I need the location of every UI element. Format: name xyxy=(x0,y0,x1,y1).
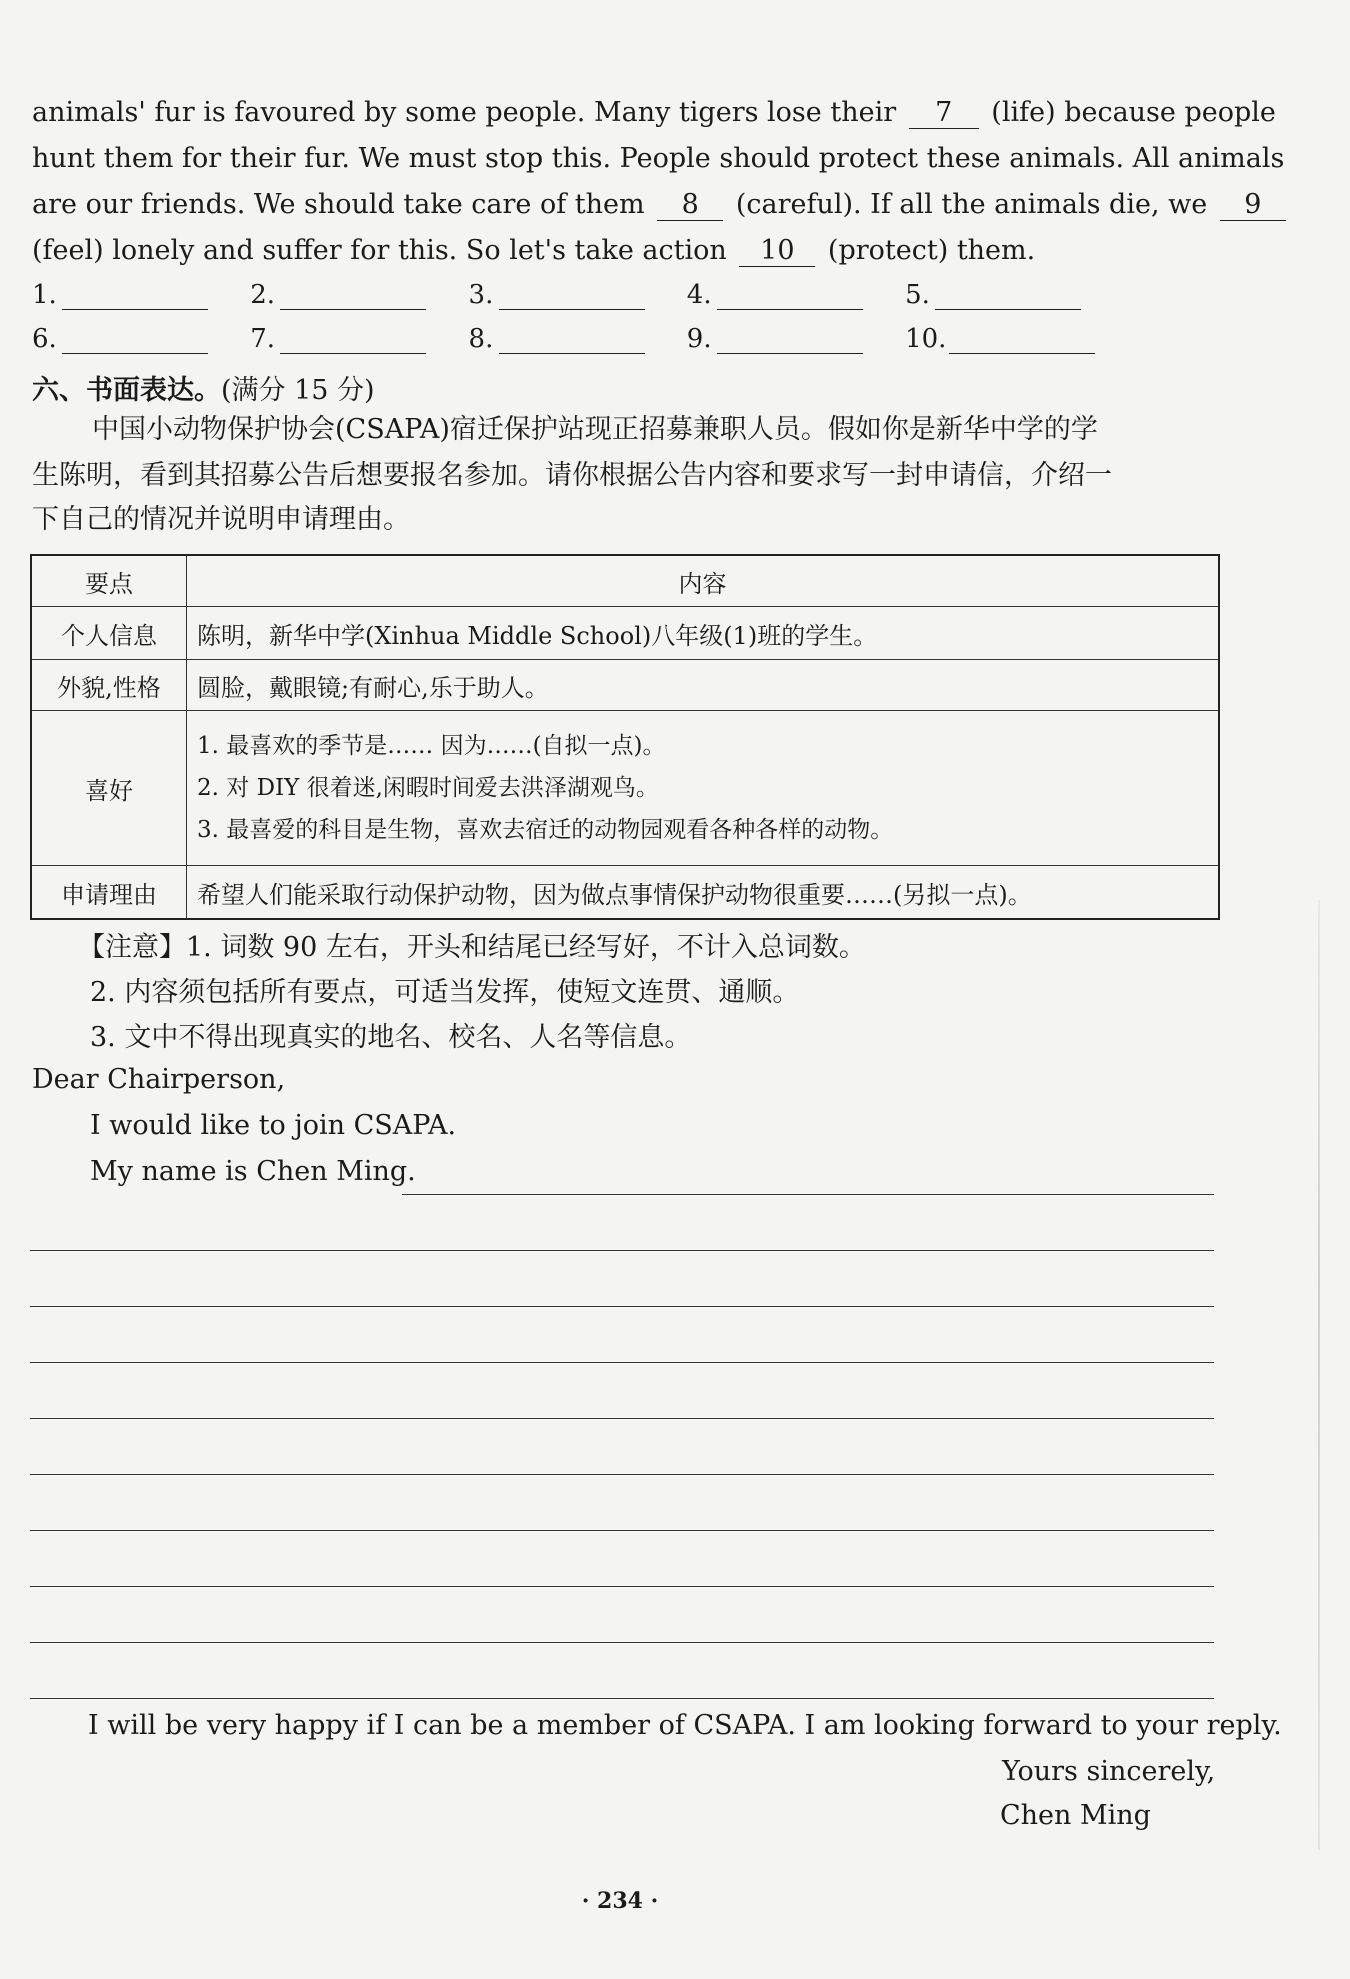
cloze-line-3 xyxy=(32,188,1290,222)
answer-slot-10[interactable]: 10. xyxy=(905,324,1115,354)
letter-signature: Chen Ming xyxy=(1000,1800,1151,1831)
answer-slot-7[interactable]: 7. xyxy=(250,324,460,354)
cloze-text: are our friends. We should take care of them xyxy=(32,189,645,220)
page-number: · 234 · xyxy=(581,1888,659,1914)
writing-line[interactable] xyxy=(30,1418,1214,1419)
writing-line[interactable] xyxy=(30,1530,1214,1531)
letter-closing-line: I will be very happy if I can be a member of CSAPA. I am looking forward to your reply. xyxy=(88,1710,1282,1741)
section-score: (满分 15 分) xyxy=(221,375,375,406)
writing-line[interactable] xyxy=(30,1642,1214,1643)
note-line-1: 【注意】1. 词数 90 左右，开头和结尾已经写好，不计入总词数。 xyxy=(78,932,866,963)
table-header-value: 内容 xyxy=(187,555,1220,607)
cloze-text: (careful). If all the animals die, we xyxy=(735,189,1208,220)
cloze-blank-9: 9 xyxy=(1220,190,1286,221)
answer-slot-6[interactable]: 6. xyxy=(32,324,242,354)
table-row xyxy=(31,866,1219,920)
prompt-line-2: 生陈明，看到其招募公告后想要报名参加。请你根据公告内容和要求写一封申请信，介绍一 xyxy=(32,460,1112,491)
writing-line[interactable] xyxy=(30,1362,1214,1363)
table-cell-key: 喜好 xyxy=(31,711,187,866)
letter-line-1: I would like to join CSAPA. xyxy=(90,1110,457,1141)
table-header-row xyxy=(31,555,1219,607)
cloze-blank-10: 10 xyxy=(739,236,815,267)
writing-line[interactable] xyxy=(30,1698,1214,1699)
note-line-2: 2. 内容须包括所有要点，可适当发挥，使短文连贯、通顺。 xyxy=(90,977,800,1008)
cloze-text: (protect) them. xyxy=(827,235,1036,266)
table-cell-value: 陈明，新华中学(Xinhua Middle School)八年级(1)班的学生。 xyxy=(187,607,1220,660)
writing-line[interactable] xyxy=(30,1250,1214,1251)
table-cell-value: 希望人们能采取行动保护动物，因为做点事情保护动物很重要……(另拟一点)。 xyxy=(187,866,1220,920)
table-header-key: 要点 xyxy=(31,555,187,607)
answer-slot-1[interactable]: 1. xyxy=(32,280,242,310)
cloze-text: animals' fur is favoured by some people. Many tigers lose their xyxy=(32,97,897,128)
table-cell-key: 申请理由 xyxy=(31,866,187,920)
answer-slot-3[interactable]: 3. xyxy=(469,280,679,310)
letter-greeting: Dear Chairperson, xyxy=(32,1064,286,1095)
table-row xyxy=(31,711,1219,866)
cloze-text: (feel) lonely and suffer for this. So let's take action xyxy=(32,235,727,266)
writing-line[interactable] xyxy=(30,1306,1214,1307)
section-title: 六、书面表达。 xyxy=(32,375,221,406)
writing-line[interactable] xyxy=(30,1586,1214,1587)
prompt-line-3: 下自己的情况并说明申请理由。 xyxy=(32,504,410,535)
table-cell-key: 个人信息 xyxy=(31,607,187,660)
letter-signoff: Yours sincerely, xyxy=(1002,1756,1216,1787)
section-heading xyxy=(32,368,375,407)
preference-item: 1. 最喜欢的季节是…… 因为……(自拟一点)。 xyxy=(197,733,666,759)
prompt-line-1: 中国小动物保护协会(CSAPA)宿迁保护站现正招募兼职人员。假如你是新华中学的学 xyxy=(92,414,1098,445)
writing-line[interactable] xyxy=(30,1474,1214,1475)
table-row xyxy=(31,607,1219,660)
writing-line[interactable] xyxy=(402,1194,1214,1195)
table-cell-key: 外貌,性格 xyxy=(31,660,187,711)
table-cell-value: 圆脸，戴眼镜;有耐心,乐于助人。 xyxy=(187,660,1220,711)
answer-slot-4[interactable]: 4. xyxy=(687,280,897,310)
answer-slot-2[interactable]: 2. xyxy=(250,280,460,310)
answer-row-2 xyxy=(32,324,1115,354)
cloze-line-2: hunt them for their fur. We must stop this. People should protect these animals. All animals xyxy=(32,143,1285,174)
cloze-blank-8: 8 xyxy=(657,190,723,221)
note-line-3: 3. 文中不得出现真实的地名、校名、人名等信息。 xyxy=(90,1022,692,1053)
page-edge-shadow xyxy=(1318,900,1320,1850)
cloze-line-4 xyxy=(32,234,1035,268)
letter-line-2: My name is Chen Ming. xyxy=(90,1156,416,1187)
answer-slot-5[interactable]: 5. xyxy=(905,280,1115,310)
preference-item: 2. 对 DIY 很着迷,闲暇时间爱去洪泽湖观鸟。 xyxy=(197,775,659,801)
answer-row-1 xyxy=(32,280,1115,310)
cloze-line-1 xyxy=(32,96,1276,130)
table-row xyxy=(31,660,1219,711)
preference-item: 3. 最喜爱的科目是生物，喜欢去宿迁的动物园观看各种各样的动物。 xyxy=(197,817,894,843)
table-cell-value xyxy=(187,711,1220,866)
cloze-text: (life) because people xyxy=(991,97,1276,128)
requirements-table xyxy=(30,554,1220,920)
cloze-blank-7: 7 xyxy=(909,98,979,129)
answer-slot-9[interactable]: 9. xyxy=(687,324,897,354)
answer-slot-8[interactable]: 8. xyxy=(469,324,679,354)
